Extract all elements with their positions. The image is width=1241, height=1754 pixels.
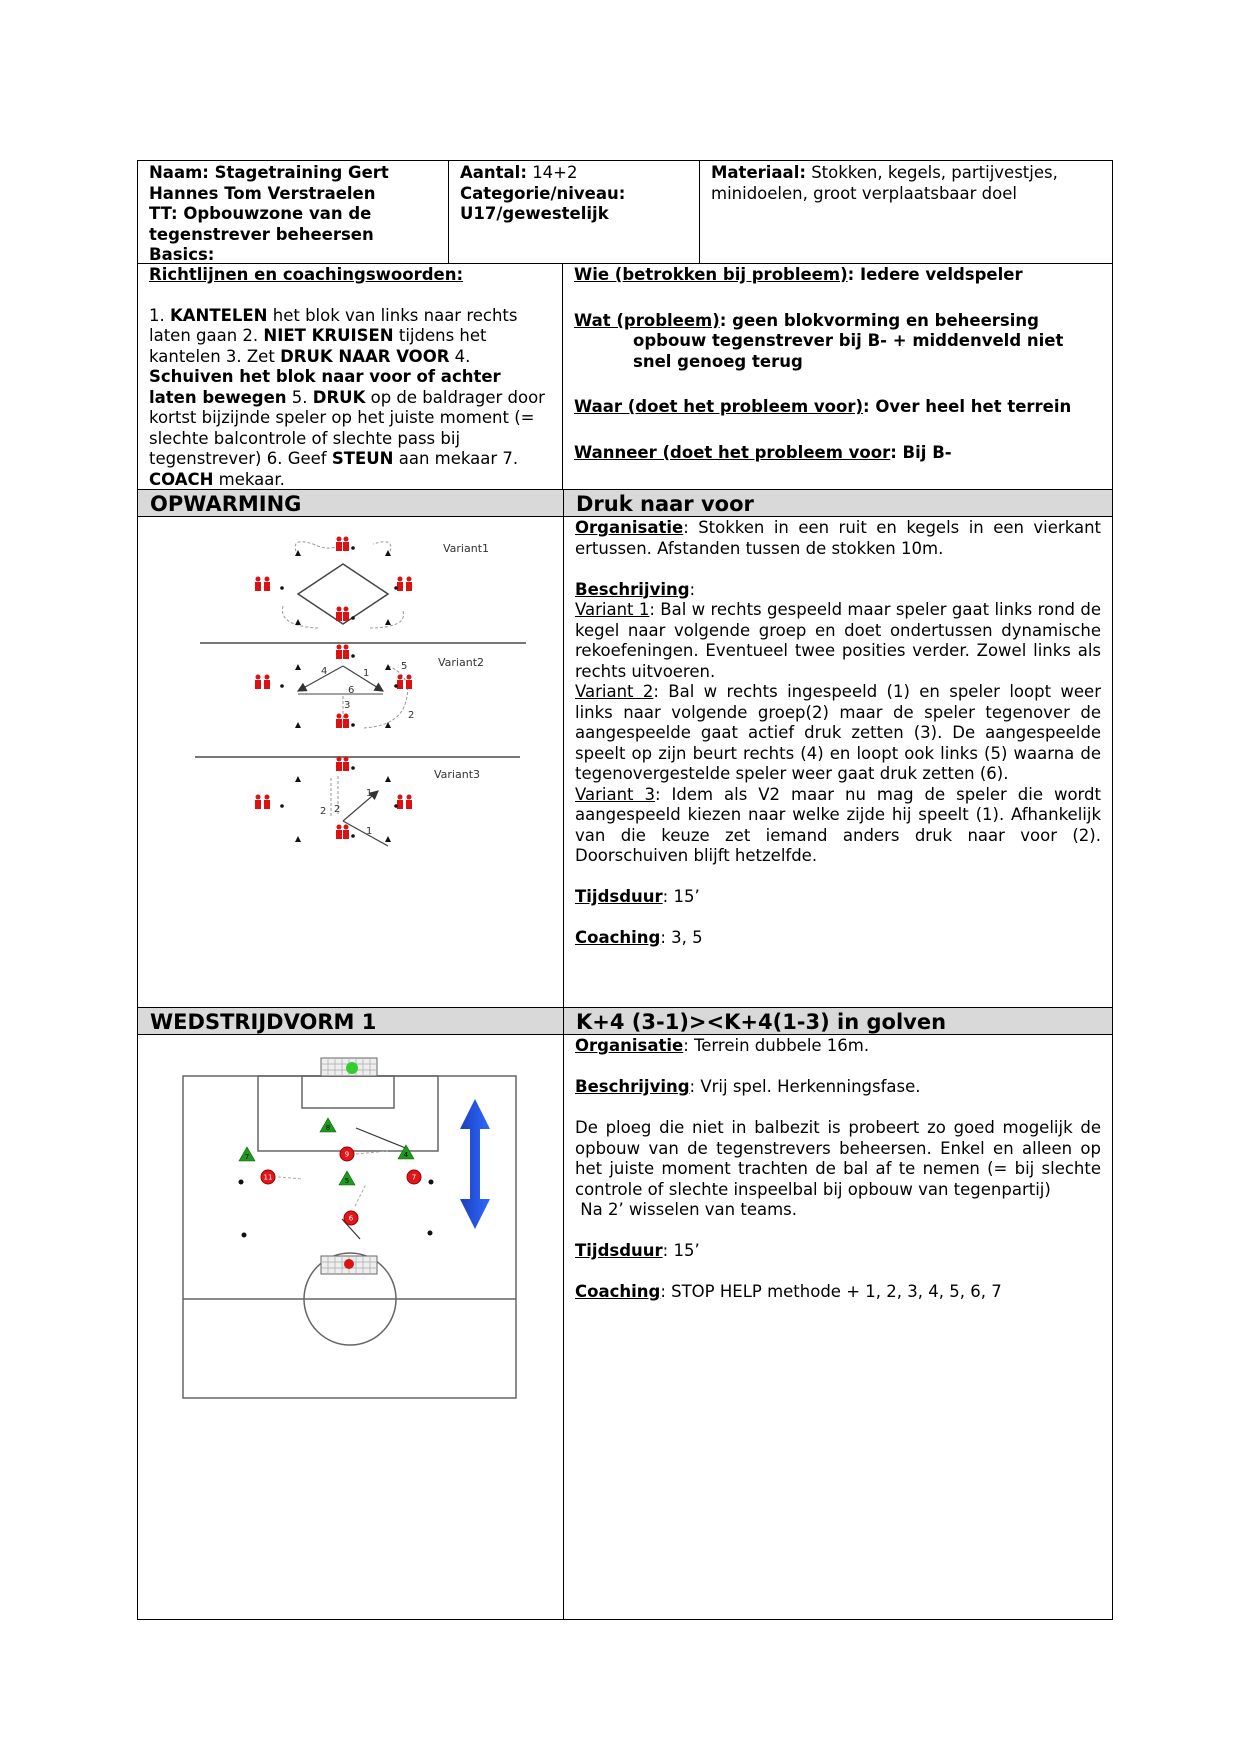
penalty-box: [258, 1076, 438, 1151]
player-body: [406, 680, 412, 689]
player-head: [337, 757, 342, 762]
player-head: [398, 675, 403, 680]
player-body: [336, 650, 342, 659]
red-player-number: 6: [348, 1214, 354, 1223]
organisatie2-text: : Terrein dubbele 16m.: [683, 1036, 870, 1055]
red-player-number: 9: [344, 1150, 350, 1159]
richtlijnen-title: Richtlijnen en coachingswoorden:: [149, 265, 464, 284]
beschrijving-label: Beschrijving: [575, 579, 690, 599]
player-body: [343, 830, 349, 839]
richtlijnen-fragment: 1.: [149, 305, 170, 325]
wat-value: : geen blokvorming en beheersing: [719, 310, 1039, 330]
wat-line-2: opbouw tegenstrever bij B- + middenveld niet: [633, 331, 1064, 350]
basics-label: Basics:: [149, 245, 215, 264]
player-head: [265, 675, 270, 680]
player-head: [256, 675, 261, 680]
variant2-label: Variant2: [438, 656, 485, 669]
player-body: [397, 800, 403, 809]
richtlijnen-fragment: COACH: [149, 469, 214, 489]
richtlijnen-fragment: tijdens het kantelen 3. Zet: [149, 326, 487, 366]
tt-label: TT:: [149, 204, 178, 223]
opwarming-diagram-cell: [137, 516, 564, 1008]
player-head: [265, 577, 270, 582]
waar-value: : Over heel het terrein: [863, 397, 1072, 416]
player-body: [406, 800, 412, 809]
green-player-number: 7: [244, 1153, 250, 1161]
green-player-number: 4: [403, 1151, 409, 1159]
coaching-value: : 3, 5: [660, 928, 703, 947]
ball: [351, 546, 355, 550]
opwarming-title: OPWARMING: [150, 492, 302, 516]
ball: [280, 684, 284, 688]
player-head: [398, 577, 403, 582]
aantal-label: Aantal:: [460, 163, 527, 182]
goal-area: [302, 1076, 394, 1108]
wedstrijdvorm-heading: [137, 1007, 564, 1035]
ball: [280, 586, 284, 590]
variant3-text-label: Variant 3: [575, 784, 655, 804]
richtlijnen-fragment: DRUK NAAR VOOR: [280, 346, 450, 366]
categorie-label: Categorie/niveau:: [460, 183, 626, 203]
wat-line-3: snel genoeg terug: [633, 351, 803, 371]
player-body: [264, 582, 270, 591]
wat-label: Wat (probleem): [574, 310, 720, 330]
player-head: [337, 825, 342, 830]
druk-naar-voor-title: Druk naar voor: [576, 492, 754, 516]
wanneer-value: : Bij B-: [890, 442, 952, 462]
wedstrijd-paragraph: De ploeg die niet in balbezit is probeert zo goed mogelijk de opbouw van de tegenstrevers beheersen. Enkel en alleen op het juiste moment trachten de bal af te nemen (= bij slechte controle of slechte inspeelbal bij opbouw van tegenpartij): [575, 1118, 1101, 1199]
ball: [394, 586, 398, 590]
waar-label: Waar (doet het probleem voor): [574, 397, 864, 416]
richtlijnen-fragment: het blok van links naar rechts laten gaan 2.: [149, 305, 518, 345]
wedstrijdvorm-text-cell: [563, 1034, 1113, 1620]
variant3-label: Variant3: [434, 768, 481, 781]
svg-text:2: 2: [320, 806, 327, 817]
player-body: [255, 680, 261, 689]
wedstrijdvorm-diagram-cell: [137, 1034, 564, 1620]
wedstrijd-paragraph-2: Na 2’ wisselen van teams.: [575, 1200, 798, 1219]
player-head: [337, 607, 342, 612]
materiaal-cell: [699, 160, 1113, 264]
svg-text:2: 2: [334, 804, 341, 815]
richtlijnen-fragment: 5.: [286, 387, 313, 407]
richtlijnen-fragment: DRUK: [312, 387, 366, 407]
player-body: [255, 800, 261, 809]
naam-label: Naam:: [149, 163, 209, 182]
player-body: [336, 542, 342, 551]
player-head: [344, 645, 349, 650]
tijdsduur-label: Tijdsduur: [575, 887, 663, 906]
player-head: [256, 577, 261, 582]
red-players: [255, 537, 415, 840]
ball: [351, 654, 355, 658]
aantal-value: 14+2: [532, 163, 578, 182]
player-body: [343, 542, 349, 551]
beschrijving2-text: : Vrij spel. Herkenningsfase.: [689, 1077, 921, 1096]
tijdsduur2-label: Tijdsduur: [575, 1241, 663, 1260]
opwarming-diagram: [138, 516, 563, 1006]
player-head: [344, 607, 349, 612]
player-body: [397, 680, 403, 689]
svg-text:5: 5: [401, 661, 408, 672]
player-body: [264, 680, 270, 689]
richtlijnen-fragment: STEUN: [331, 449, 394, 468]
player-body: [336, 762, 342, 771]
player-head: [344, 825, 349, 830]
variant1-text: : Bal w rechts gespeeld maar speler gaat links rond de kegel naar volgende groep en doet ondertussen dynamische rekoefeningen. Eventueel twee posities verder. Zowel links als rechts uitvoeren.: [575, 600, 1101, 681]
naam-value: Stagetraining Gert Hannes Tom Verstraelen: [149, 163, 389, 203]
coaching-label: Coaching: [575, 928, 661, 947]
player-head: [398, 795, 403, 800]
player-head: [407, 577, 412, 582]
player-head: [344, 714, 349, 719]
richtlijnen-fragment: 4.: [449, 346, 471, 366]
ball: [351, 723, 355, 727]
organisatie-text: : Stokken in een ruit en kegels in een vierkant ertussen. Afstanden tussen de stokken 10m.: [575, 518, 1101, 558]
opwarming-text-cell: [563, 516, 1113, 1008]
ball: [351, 834, 355, 838]
red-player-number: 11: [263, 1173, 273, 1182]
blue-double-arrow: [460, 1099, 490, 1229]
player-head: [337, 537, 342, 542]
wie-label: Wie (betrokken bij probleem): [574, 265, 848, 284]
goalkeeper-top: [346, 1062, 358, 1074]
aantal-cell: [448, 160, 699, 264]
ball: [394, 684, 398, 688]
variant1-text-label: Variant 1: [575, 600, 650, 619]
svg-text:1: 1: [363, 668, 370, 679]
richtlijnen-fragment: Schuiven het blok naar voor of achter laten bewegen: [149, 367, 501, 407]
variant2-text: : Bal w rechts ingespeeld (1) en speler loopt weer links naar volgende groep(2) maar de speler tegenover de aangespeelde gaat actief druk zetten (3). De aangespeelde speelt op zijn beurt rechts (4) en loopt ook links (5) waarna de tegenovergestelde speler weer gaat druk zetten (6).: [575, 682, 1101, 783]
categorie-value: U17/gewestelijk: [460, 204, 609, 223]
coaching2-value: : STOP HELP methode + 1, 2, 3, 4, 5, 6, 7: [660, 1282, 1002, 1301]
organisatie-label: Organisatie: [575, 518, 684, 537]
green-player-number: 5: [344, 1177, 350, 1185]
organisatie2-label: Organisatie: [575, 1036, 684, 1055]
probleem-cell: [562, 263, 1113, 490]
wedstrijdvorm-title: WEDSTRIJDVORM 1: [150, 1010, 377, 1034]
player-body: [397, 582, 403, 591]
player-head: [265, 795, 270, 800]
player-body: [343, 719, 349, 728]
k4-heading: [563, 1007, 1113, 1035]
pitch-diagram: [138, 1034, 563, 1618]
richtlijnen-fragment: KANTELEN: [170, 305, 268, 325]
ball: [351, 766, 355, 770]
green-player-number: 8: [325, 1124, 331, 1132]
player-body: [343, 612, 349, 621]
materiaal-label: Materiaal:: [711, 163, 806, 182]
wie-value: : Iedere veldspeler: [847, 265, 1023, 284]
coaching2-label: Coaching: [575, 1282, 661, 1301]
druk-naar-voor-heading: [563, 489, 1113, 517]
svg-text:2: 2: [408, 710, 415, 721]
richtlijnen-fragment: op de baldrager door kortst bijzijnde speler op het juiste moment (= slechte balcontrole of slechte pass bij tegenstrever) 6. Geef: [149, 387, 545, 468]
player-head: [344, 757, 349, 762]
player-body: [343, 650, 349, 659]
richtlijnen-cell: [137, 263, 563, 490]
svg-text:3: 3: [344, 700, 351, 711]
svg-text:1: 1: [366, 826, 373, 837]
player-body: [406, 582, 412, 591]
player-body: [336, 719, 342, 728]
svg-text:4: 4: [321, 666, 328, 677]
beschrijving-colon: :: [689, 579, 696, 599]
player-body: [343, 762, 349, 771]
svg-text:1: 1: [366, 788, 373, 799]
player-body: [264, 800, 270, 809]
richtlijnen-fragment: mekaar.: [213, 469, 285, 489]
tijdsduur-value: : 15’: [662, 887, 700, 906]
richtlijnen-fragment: NIET KRUISEN: [263, 326, 394, 345]
player-head: [337, 714, 342, 719]
cones: [239, 1180, 434, 1238]
player-head: [407, 795, 412, 800]
player-head: [344, 537, 349, 542]
materiaal-value: Stokken, kegels, partijvestjes, minidoelen, groot verplaatsbaar doel: [711, 163, 1058, 203]
naam-cell: [137, 160, 448, 264]
player-head: [407, 675, 412, 680]
k4-title: K+4 (3-1)><K+4(1-3) in golven: [576, 1010, 947, 1034]
variant3-text: : Idem als V2 maar nu mag de speler die wordt aangespeeld kiezen naar welke zijde hij speelt (1). Afhankelijk van die keuze zet iemand anders druk naar voor (2). Doorschuiven blijft hetzelfde.: [575, 784, 1101, 865]
svg-text:6: 6: [348, 685, 355, 696]
ball: [351, 616, 355, 620]
beschrijving2-label: Beschrijving: [575, 1077, 690, 1096]
red-team: [261, 1147, 421, 1225]
ball: [280, 804, 284, 808]
opwarming-heading: [137, 489, 564, 517]
richtlijnen-fragment: aan mekaar 7.: [393, 449, 519, 468]
player-head: [256, 795, 261, 800]
variant2-drill: [295, 661, 414, 728]
red-player-number: 7: [411, 1173, 417, 1182]
wanneer-label: Wanneer (doet het probleem voor: [574, 442, 891, 462]
tijdsduur2-value: : 15’: [662, 1241, 700, 1260]
tt-value: Opbouwzone van de tegenstrever beheersen: [149, 204, 374, 244]
player-body: [336, 830, 342, 839]
variant2-text-label: Variant 2: [575, 682, 654, 701]
ball: [394, 804, 398, 808]
player-body: [255, 582, 261, 591]
richtlijnen-body: [149, 306, 552, 491]
player-body: [336, 612, 342, 621]
player-head: [337, 645, 342, 650]
variant1-label: Variant1: [443, 542, 490, 555]
